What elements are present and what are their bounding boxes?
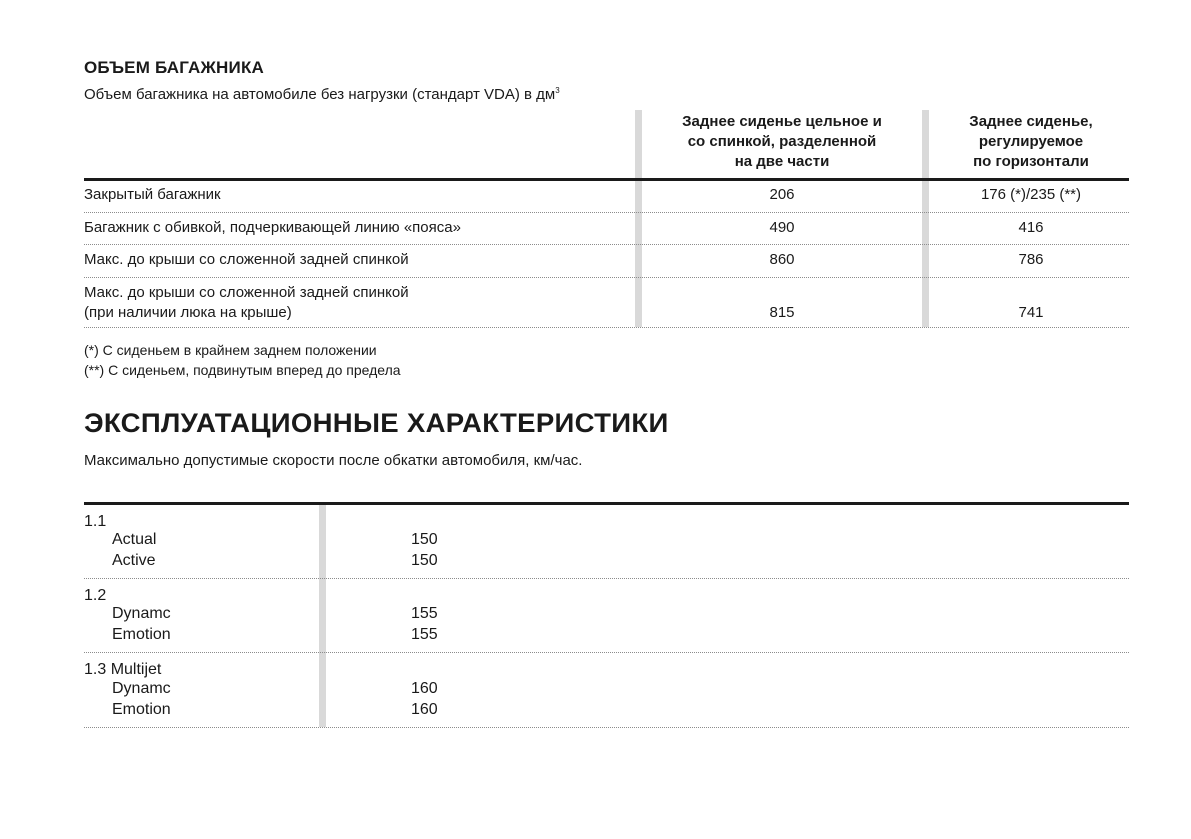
table-row xyxy=(84,213,1129,245)
column-header-line: по горизонтали xyxy=(973,153,1089,170)
version-name: Actual xyxy=(112,531,157,548)
row-label: Макс. до крыши со сложенной задней спинкой xyxy=(84,251,409,268)
row-value: 860 xyxy=(769,251,795,268)
row-label: Закрытый багажник xyxy=(84,186,221,203)
engine-name: 1.2 xyxy=(84,587,107,604)
column-header-line: Заднее сиденье цельное и xyxy=(682,113,882,130)
table-row xyxy=(84,278,1129,328)
row-value: 416 xyxy=(1018,219,1044,236)
version-name: Emotion xyxy=(112,701,171,718)
performance-title: ЭКСПЛУАТАЦИОННЫЕ ХАРАКТЕРИСТИКИ xyxy=(84,408,669,438)
max-speed: 150 xyxy=(411,552,438,569)
list-item xyxy=(84,603,484,624)
column-header-line: на две части xyxy=(734,153,830,170)
row-value: 741 xyxy=(1018,304,1044,321)
luggage-title: ОБЪЕМ БАГАЖНИКА xyxy=(84,58,265,77)
version-name: Emotion xyxy=(112,626,171,643)
max-speed: 150 xyxy=(411,531,438,548)
list-item xyxy=(84,678,484,699)
column-header-split-seat xyxy=(646,112,918,172)
footnote: (*) С сиденьем в крайнем заднем положении xyxy=(84,342,377,358)
engine-name: 1.3 Multijet xyxy=(84,661,162,678)
engine-group xyxy=(84,579,1129,653)
column-header-line: регулируемое xyxy=(978,133,1084,150)
row-value: 206 xyxy=(769,186,795,203)
row-label: Макс. до крыши со сложенной задней спинкой xyxy=(84,284,409,301)
max-speed: 160 xyxy=(411,701,438,718)
row-label: (при наличии люка на крыше) xyxy=(84,304,292,321)
max-speed: 160 xyxy=(411,680,438,697)
table-row xyxy=(84,181,1129,213)
list-item xyxy=(84,699,484,720)
row-label: Багажник с обивкой, подчеркивающей линию «пояса» xyxy=(84,219,461,236)
row-value: 815 xyxy=(769,304,795,321)
row-value: 490 xyxy=(769,219,795,236)
column-header-line: Заднее сиденье, xyxy=(969,113,1093,130)
version-name: Active xyxy=(112,552,156,569)
list-item xyxy=(84,529,484,550)
row-value: 176 (*)/235 (**) xyxy=(980,186,1082,203)
max-speed: 155 xyxy=(411,626,438,643)
table-row xyxy=(84,245,1129,278)
max-speed: 155 xyxy=(411,605,438,622)
column-header-sliding-seat xyxy=(933,112,1129,172)
engine-group xyxy=(84,653,1129,728)
footnote: (**) С сиденьем, подвинутым вперед до предела xyxy=(84,362,401,378)
engine-group xyxy=(84,505,1129,579)
luggage-table-header xyxy=(84,110,1129,178)
row-value: 786 xyxy=(1018,251,1044,268)
performance-subtitle: Максимально допустимые скорости после обкатки автомобиля, км/час. xyxy=(84,452,583,469)
luggage-subtitle-sup: 3 xyxy=(555,86,560,95)
engine-name: 1.1 xyxy=(84,513,107,530)
column-header-line: со спинкой, разделенной xyxy=(687,133,877,150)
luggage-subtitle-text: Объем багажника на автомобиле без нагрузки (стандарт VDA) в дм xyxy=(84,86,556,103)
version-name: Dynamc xyxy=(112,605,171,622)
luggage-subtitle xyxy=(84,86,560,103)
list-item xyxy=(84,550,484,571)
version-name: Dynamc xyxy=(112,680,171,697)
luggage-table xyxy=(84,110,1129,321)
list-item xyxy=(84,624,484,645)
